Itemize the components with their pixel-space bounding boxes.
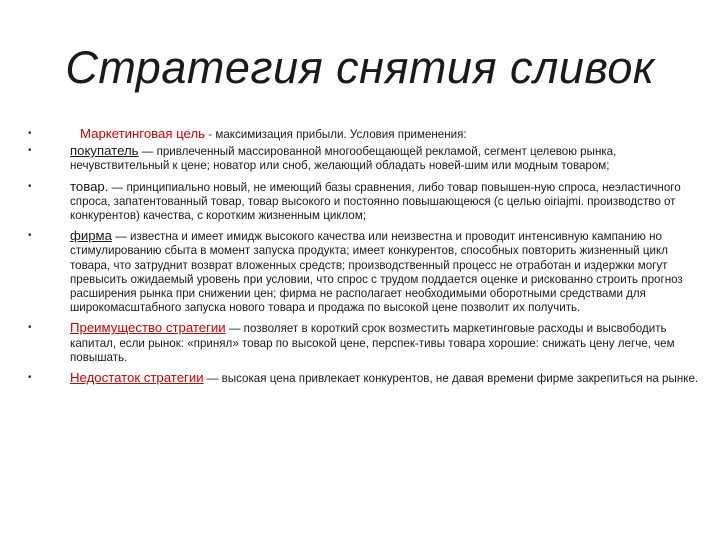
item-text: максимизация прибыли. Условия применения:: [215, 128, 467, 141]
item-separator: -: [205, 128, 216, 141]
list-item: [28, 127, 700, 142]
item-term: фирма: [70, 228, 112, 244]
item-text: — известна и имеет имидж высокого качества или неизвестна и проводит интенсивную кампанию но стимулированию сбыта в момент запуска продукта; имеет конкурентов, способных повторить жизненный цикл товара, что затруднит возврат вложенных средств; производственный процесс не отработан и издержки могут превысить ожидаемый уровень при условии, что спрос с трудом поддается оценке и рискованно строить прогноз расширения рынка при снижении цен; фирма не располагает необходимыми оборотными средствами для широкомасштабного запуска нового товара и продажа по высокой цене позволит их получить.: [70, 230, 683, 315]
item-text: — высокая цена привлекает конкурентов, не давая времени фирме закрепиться на рынке.: [203, 372, 699, 386]
slide-title: Стратегия снятия сливок: [65, 42, 655, 93]
bullet-icon: •: [28, 145, 32, 157]
bullet-icon: •: [28, 128, 32, 139]
list-item: [28, 321, 700, 365]
bullet-list: [28, 127, 700, 392]
item-term: Недостаток стратегии: [70, 370, 204, 386]
bullet-icon: •: [28, 322, 32, 334]
item-text: — принципиально новый, не имеющий базы сравнения, либо товар повышен-ную спроса, неэластичного спроса, запатентованный товар, товар высокого и постоянно повышающеюся (с целью оiriajmi. производство от конкурентов) качества, с коротким жизненным циклом;: [70, 180, 681, 223]
list-item: [28, 229, 700, 315]
list-item: [28, 371, 700, 386]
bullet-icon: •: [28, 372, 32, 384]
bullet-icon: •: [28, 180, 32, 192]
list-item: [28, 144, 700, 173]
item-term: товар.: [70, 178, 109, 194]
item-term: Маркетинговая цель: [80, 126, 206, 141]
item-term: Преимущество стратегии: [70, 320, 226, 336]
item-text: — позволяет в короткий срок возместить маркетинговые расходы и высвободить капитал, если рынок: «принял» товар по высокой цене, перспек-тивы товара хорошие: снижать цену легче, чем повышать.: [70, 322, 675, 364]
item-text: — привлеченный массированной многообещающей рекламой, сегмент целевою рынка, нечувствительный к цене; новатор или сноб, желающий обладать новей-шим или модным товаром;: [70, 145, 617, 173]
item-term: покупатель: [70, 143, 139, 159]
list-item: [28, 180, 700, 224]
bullet-icon: •: [28, 230, 32, 242]
